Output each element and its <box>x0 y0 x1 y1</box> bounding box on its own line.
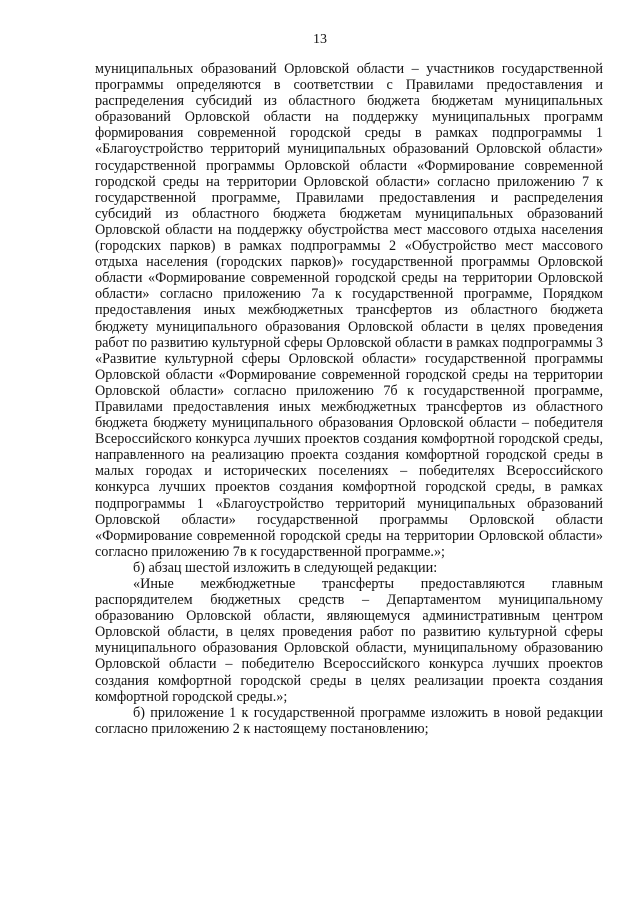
paragraph-amendment-b: б) абзац шестой изложить в следующей редакции: <box>133 559 438 576</box>
page-number: 13 <box>313 32 327 47</box>
document-body <box>95 61 603 737</box>
paragraph-quoted-text: «Иные межбюджетные трансферты предоставляются главным распорядителем бюджетных средств – Департаментом муниципальному образованию Орловской области, являющемуся административным центром Орловской области, в целях проведения работ по развитию культурной сферы муниципального образования Орловской области, муниципальному образованию Орловской области – победителю Всероссийского конкурса лучших проектов создания комфортной городской среды в целях реализации проекта создания комфортной городской среды.»; <box>95 576 603 705</box>
paragraph-continuation: муниципальных образований Орловской области – участников государственной программы определяются в соответствии с Правилами предоставления и распределения субсидий из областного бюджета бюджетам муниципальных образований Орловской области на поддержку муниципальных программ формирования современной городской среды в рамках подпрограммы 1 «Благоустройство территорий муниципальных образований Орловской области» государственной программы Орловской области «Формирование современной городской среды на территории Орловской области» согласно приложению 7 к государственной программе, Правилами предоставления и распределения субсидий из областного бюджета бюджетам муниципальных образований Орловской области на поддержку обустройства мест массового отдыха населения (городских парков) в рамках подпрограммы 2 «Обустройство мест массового отдыха населения (городских парков)» государственной программы Орловской области «Формирование современной городской среды на территории Орловской области» согласно приложению 7а к государственной программе, Порядком предоставления иных межбюджетных трансфертов из областного бюджета бюджету муниципального образования Орловской области в целях проведения работ по развитию культурной сферы Орловской области в рамках подпрограммы 3 «Развитие культурной сферы Орловской области» государственной программы Орловской области «Формирование современной городской среды на территории Орловской области» согласно приложению 7б к государственной программе, Правилами предоставления иных межбюджетных трансфертов из областного бюджета бюджету муниципального образования Орловской области – победителя Всероссийского конкурса лучших проектов создания комфортной городской среды, направленного на реализацию проекта создания комфортной городской среды в малых городах и исторических поселениях – победителях Всероссийского конкурса лучших проектов создания комфортной городской среды, в рамках подпрограммы 1 «Благоустройство территорий муниципальных образований Орловской области» государственной программы Орловской области «Формирование современной городской среды на территории Орловской области» согласно приложению 7в к государственной программе.»; <box>95 61 603 560</box>
paragraph-amendment-appendix: б) приложение 1 к государственной программе изложить в новой редакции согласно приложению 2 к настоящему постановлению; <box>95 704 603 737</box>
